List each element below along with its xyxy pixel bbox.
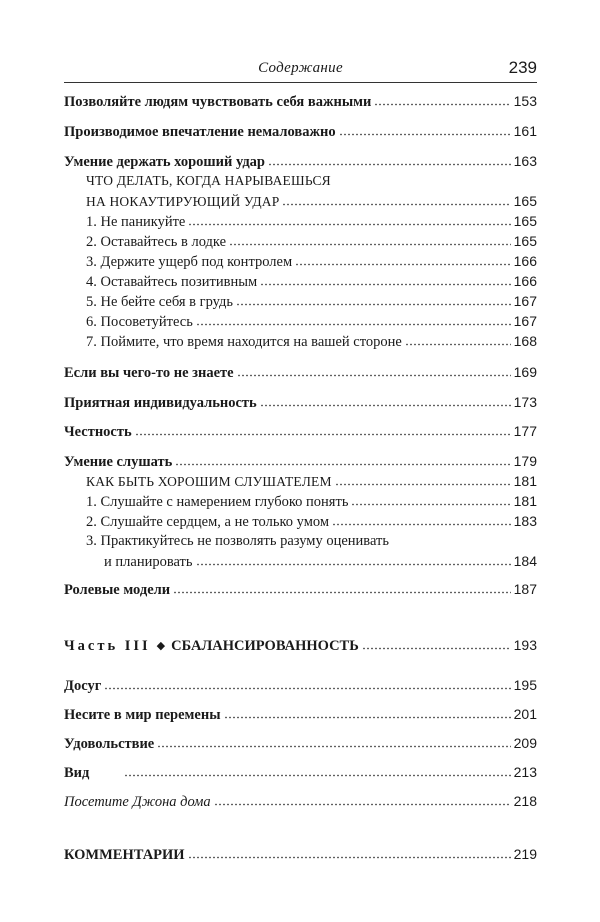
leader-dots bbox=[237, 365, 511, 377]
toc-subentry-line1[interactable]: 3. Практикуйтесь не позволять разуму оценивать bbox=[86, 533, 389, 549]
toc-entry[interactable] bbox=[64, 91, 537, 111]
toc-subentry[interactable] bbox=[86, 231, 537, 251]
toc-entry-page: 165 bbox=[513, 193, 537, 209]
leader-dots bbox=[260, 395, 511, 407]
toc-part-entry[interactable] bbox=[64, 635, 537, 655]
leader-dots bbox=[188, 214, 510, 226]
running-header bbox=[64, 56, 537, 83]
leader-dots bbox=[282, 194, 510, 206]
toc-subentry[interactable] bbox=[86, 251, 537, 271]
toc-entry-page: 165 bbox=[513, 233, 537, 249]
toc-entry[interactable] bbox=[64, 362, 537, 382]
toc-entry-label: Производимое впечатление немаловажно bbox=[64, 124, 336, 140]
toc-entry-label: Если вы чего-то не знаете bbox=[64, 365, 234, 381]
toc-entry-page: 153 bbox=[513, 93, 537, 109]
leader-dots bbox=[188, 847, 511, 859]
toc-entry[interactable] bbox=[64, 733, 537, 753]
toc-part-label bbox=[64, 636, 359, 656]
toc-entry-page: 219 bbox=[513, 846, 537, 862]
header-title: Содержание bbox=[258, 60, 343, 76]
toc-entry-page: 168 bbox=[513, 333, 537, 349]
toc-entry-label: Удовольствие bbox=[64, 736, 155, 752]
toc-entry[interactable] bbox=[64, 421, 537, 441]
toc-entry-label: КОММЕНТАРИИ bbox=[64, 847, 185, 863]
toc-entry-label: 4. Оставайтесь позитивным bbox=[86, 274, 258, 290]
leader-dots bbox=[104, 678, 510, 690]
leader-dots bbox=[196, 314, 511, 326]
toc-entry[interactable] bbox=[64, 675, 537, 695]
toc-entry-page: 201 bbox=[513, 706, 537, 722]
toc-entry-label: Умение держать хороший удар bbox=[64, 154, 265, 170]
toc-entry-label: Приятная индивидуальность bbox=[64, 395, 257, 411]
toc-entry-label: 3. Держите ущерб под контролем bbox=[86, 254, 293, 270]
toc-subsection-heading-line1[interactable]: ЧТО ДЕЛАТЬ, КОГДА НАРЫВАЕШЬСЯ bbox=[86, 173, 331, 188]
toc-entry-page: 163 bbox=[513, 153, 537, 169]
toc-entry-page: 181 bbox=[513, 473, 537, 489]
leader-dots bbox=[175, 454, 510, 466]
toc-entry-label: и планировать bbox=[104, 554, 193, 570]
part-title: СБАЛАНСИРОВАННОСТЬ bbox=[171, 638, 359, 654]
toc-subentry[interactable] bbox=[86, 271, 537, 291]
part-number: Часть III bbox=[64, 638, 151, 654]
toc-entry-page: 167 bbox=[513, 293, 537, 309]
toc-entry[interactable] bbox=[64, 791, 537, 811]
leader-dots bbox=[214, 794, 511, 806]
toc-entry[interactable] bbox=[64, 451, 537, 471]
toc-entry[interactable] bbox=[64, 704, 537, 724]
toc-entry-label: Посетите Джона дома bbox=[64, 794, 211, 810]
toc-entry-label: 7. Поймите, что время находится на вашей стороне bbox=[86, 334, 402, 350]
toc-entry-page: 179 bbox=[513, 453, 537, 469]
leader-dots bbox=[229, 234, 511, 246]
toc-subentry[interactable] bbox=[86, 311, 537, 331]
toc-entry[interactable] bbox=[64, 151, 537, 171]
toc-entry-label: Позволяйте людям чувствовать себя важными bbox=[64, 94, 372, 110]
toc-subentry[interactable] bbox=[104, 551, 537, 571]
toc-entry[interactable] bbox=[64, 121, 537, 141]
toc-subsection-heading[interactable] bbox=[86, 191, 537, 211]
toc-entry-label: 5. Не бейте себя в грудь bbox=[86, 294, 233, 310]
toc-entry-page: 195 bbox=[513, 677, 537, 693]
leader-dots bbox=[260, 274, 511, 286]
toc-subentry[interactable] bbox=[86, 291, 537, 311]
toc-entry-page: 213 bbox=[513, 764, 537, 780]
toc-entry-page: 209 bbox=[513, 735, 537, 751]
leader-dots bbox=[173, 582, 511, 594]
leader-dots bbox=[362, 638, 511, 650]
toc-entry-page: 193 bbox=[513, 637, 537, 653]
leader-dots bbox=[157, 736, 510, 748]
toc-entry-label: 1. Не паникуйте bbox=[86, 214, 186, 230]
leader-dots bbox=[335, 474, 511, 486]
toc-entry-label: 2. Слушайте сердцем, а не только умом bbox=[86, 514, 330, 530]
toc-subentry[interactable] bbox=[86, 511, 537, 531]
toc-entry-label: 2. Оставайтесь в лодке bbox=[86, 234, 227, 250]
toc-entry-page: 166 bbox=[513, 253, 537, 269]
toc-subentry[interactable] bbox=[86, 331, 537, 351]
leader-dots bbox=[124, 765, 510, 777]
toc-entry-label: НА НОКАУТИРУЮЩИЙ УДАР bbox=[86, 194, 280, 209]
toc-entry-page: 173 bbox=[513, 394, 537, 410]
diamond-icon: ◆ bbox=[156, 640, 166, 652]
toc-subentry[interactable] bbox=[86, 491, 537, 511]
leader-dots bbox=[224, 707, 511, 719]
leader-dots bbox=[374, 94, 510, 106]
toc-entry[interactable] bbox=[64, 844, 537, 864]
leader-dots bbox=[295, 254, 511, 266]
toc-entry[interactable] bbox=[64, 392, 537, 412]
leader-dots bbox=[332, 514, 511, 526]
toc-entry-page: 187 bbox=[513, 581, 537, 597]
toc-subsection-heading[interactable] bbox=[86, 471, 537, 491]
toc-entry-page: 165 bbox=[513, 213, 537, 229]
toc-entry-label: Честность bbox=[64, 424, 132, 440]
leader-dots bbox=[135, 424, 511, 436]
toc-entry-page: 184 bbox=[513, 553, 537, 569]
leader-dots bbox=[236, 294, 511, 306]
toc-entry-label: КАК БЫТЬ ХОРОШИМ СЛУШАТЕЛЕМ bbox=[86, 474, 332, 489]
toc-entry-label: 1. Слушайте с намерением глубоко понять bbox=[86, 494, 349, 510]
toc-entry-label: Ролевые модели bbox=[64, 582, 171, 598]
toc-entry-page: 218 bbox=[513, 793, 537, 809]
toc-entry-label: Досуг bbox=[64, 678, 102, 694]
toc-entry-page: 169 bbox=[513, 364, 537, 380]
toc-entry-page: 166 bbox=[513, 273, 537, 289]
toc-entry-label: Вид bbox=[64, 765, 90, 781]
toc-entry-page: 181 bbox=[513, 493, 537, 509]
toc-subentry[interactable] bbox=[86, 211, 537, 231]
toc-entry[interactable] bbox=[64, 579, 537, 599]
toc-entry-page: 161 bbox=[513, 123, 537, 139]
toc-entry-label: Несите в мир перемены bbox=[64, 707, 221, 723]
leader-dots bbox=[405, 334, 511, 346]
header-page-number: 239 bbox=[508, 58, 537, 77]
toc-entry-page: 167 bbox=[513, 313, 537, 329]
leader-dots bbox=[268, 154, 511, 166]
toc-entry-label: Умение слушать bbox=[64, 454, 173, 470]
toc-entry-page: 183 bbox=[513, 513, 537, 529]
leader-dots bbox=[351, 494, 510, 506]
toc-entry-page: 177 bbox=[513, 423, 537, 439]
toc-entry[interactable] bbox=[64, 762, 537, 782]
leader-dots bbox=[339, 124, 511, 136]
toc-entry-label: 6. Посоветуйтесь bbox=[86, 314, 193, 330]
leader-dots bbox=[196, 554, 511, 566]
